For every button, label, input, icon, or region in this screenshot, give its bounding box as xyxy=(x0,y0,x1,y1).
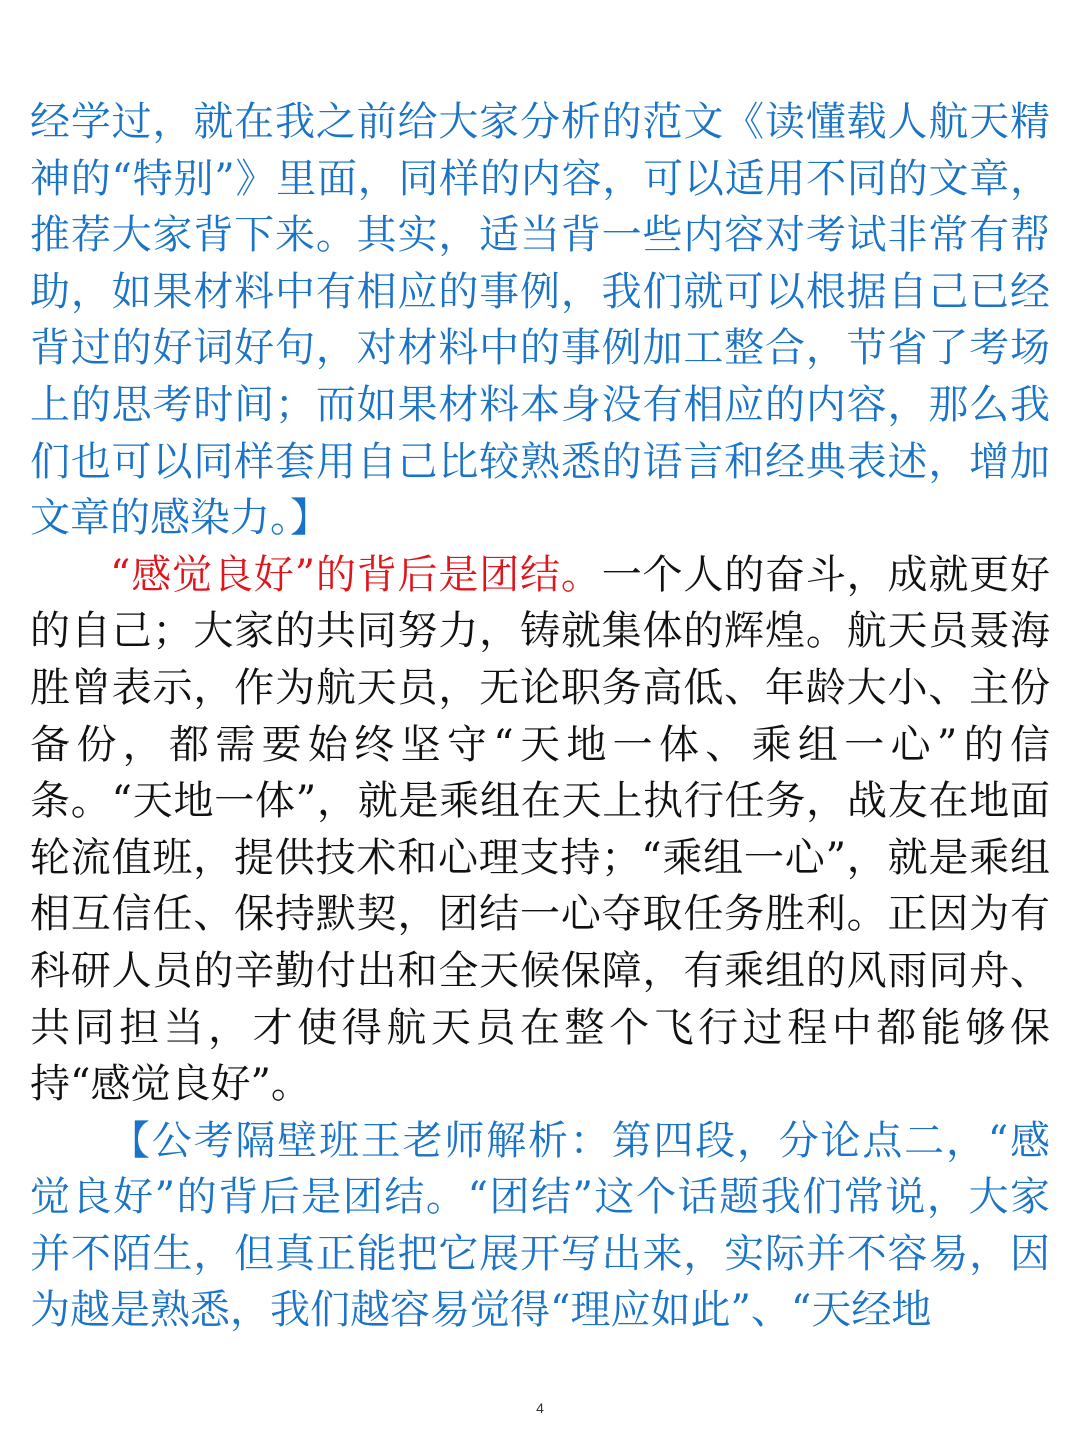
analysis-paragraph: 【公考隔壁班王老师解析：第四段，分论点二，“感觉良好”的背后是团结。“团结”这个话题我们常说，大家并不陌生，但真正能把它展开写出来，实际并不容易，因为越是熟悉，我们越容易觉得“理应如此”、“天经地 xyxy=(30,1117,1050,1334)
body-paragraph-text: 一个人的奋斗，成就更好的自己；大家的共同努力，铸就集体的辉煌。航天员聂海胜曾表示，作为航天员，无论职务高低、年龄大小、主份备份，都需要始终坚守“天地一体、乘组一心”的信条。“天地一体”，就是乘组在天上执行任务，战友在地面轮流值班，提供技术和心理支持；“乘组一心”，就是乘组相互信任、保持默契，团结一心夺取任务胜利。正因为有科研人员的辛勤付出和全天候保障，有乘组的风雨同舟、共同担当，才使得航天员在整个飞行过程中都能够保持“感觉良好”。 xyxy=(30,551,1051,1108)
sub-argument-heading: “感觉良好”的背后是团结。 xyxy=(110,551,602,598)
body-paragraph-unity xyxy=(30,547,1050,1113)
analysis-paragraph-continued: 经学过，就在我之前给大家分析的范文《读懂载人航天精神的“特别”》里面，同样的内容，可以适用不同的文章，推荐大家背下来。其实，适当背一些内容对考试非常有帮助，如果材料中有相应的事例，我们就可以根据自己已经背过的好词好句，对材料中的事例加工整合，节省了考场上的思考时间；而如果材料本身没有相应的内容，那么我们也可以同样套用自己比较熟悉的语言和经典表述，增加文章的感染力。】 xyxy=(30,99,1050,542)
document-page xyxy=(30,94,1050,1339)
page-number: 4 xyxy=(536,1400,544,1416)
